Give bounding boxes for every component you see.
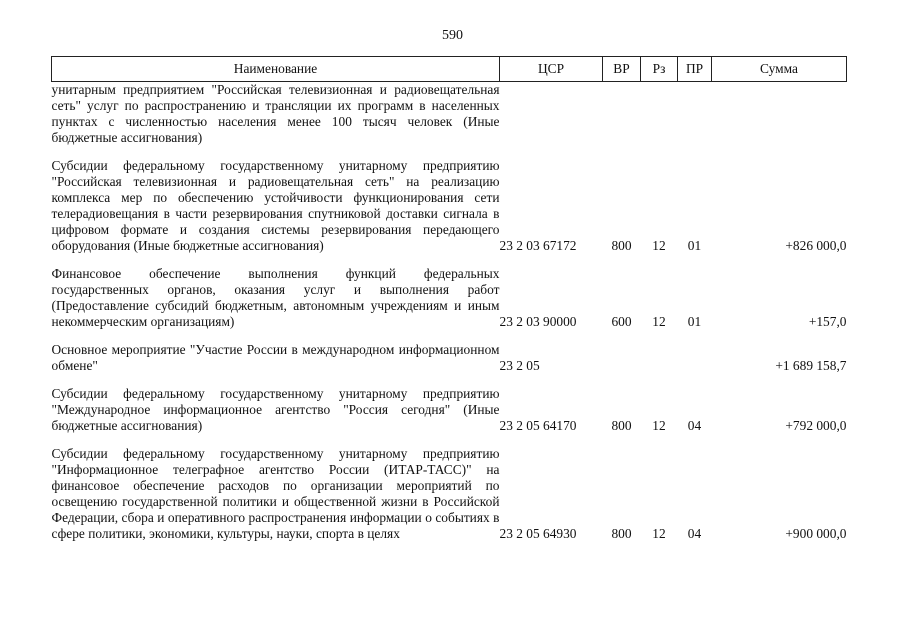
row-name: Субсидии федеральному государственному унитарному предприятию "Информационное телеграфное агентство России (ИТАР-ТАСС)" на финансовое обеспечение расходов по организации мероприятий по освещению государственной политики и общественной жизни в Российской Федерации, сбора и оперативного распространения информации о событиях в сфере политики, экономики, культуры, науки, спорта в целях [51, 446, 500, 541]
row-spacer [52, 374, 847, 386]
row-sum: +826 000,0 [785, 238, 847, 253]
row-name: унитарным предприятием "Российская телевизионная и радиовещательная сеть" услуг по распространению и трансляции их программ в населенных пунктах с численностью населения менее 100 тысяч человек (Иные бюджетные ассигнования) [51, 82, 500, 145]
table-row [52, 266, 847, 330]
table-header-row [52, 57, 847, 82]
row-rz [641, 82, 678, 147]
row-vr: 800 [611, 526, 632, 541]
header-rz: Рз [641, 57, 678, 82]
header-sum: Сумма [712, 57, 847, 82]
row-name: Финансовое обеспечение выполнения функций федеральных государственных органов, оказания услуг и выполнения работ (Предоставление субсидий бюджетным, автономным учреждениям и иным некоммерческим организациям) [51, 266, 500, 329]
row-name: Субсидии федеральному государственному унитарному предприятию "Российская телевизионная и радиовещательная сеть" на реализацию комплекса мер по обеспечению устойчивости функционирования сети телерадиовещания в части резервирования спутниковой доставки сигнала в цифровом формате и создания системы резервирования передающего оборудования (Иные бюджетные ассигнования) [51, 158, 500, 253]
row-vr [603, 82, 641, 147]
row-rz: 12 [652, 526, 666, 541]
row-spacer [52, 330, 847, 342]
row-pr [678, 342, 712, 374]
row-spacer [52, 254, 847, 266]
row-rz: 12 [652, 418, 666, 433]
table-row [52, 386, 847, 434]
row-sum: +900 000,0 [785, 526, 847, 541]
row-pr: 04 [687, 526, 702, 541]
row-sum: +792 000,0 [785, 418, 847, 433]
table-row [52, 342, 847, 374]
table-row [52, 446, 847, 542]
row-rz: 12 [652, 238, 666, 253]
header-name: Наименование [52, 57, 500, 82]
row-csr: 23 2 03 90000 [499, 314, 577, 329]
row-vr: 800 [611, 238, 632, 253]
row-csr: 23 2 05 64170 [499, 418, 577, 433]
page-number: 590 [442, 28, 463, 43]
row-rz: 12 [652, 314, 666, 329]
row-sum: +1 689 158,7 [775, 358, 847, 373]
table-row [52, 82, 847, 147]
row-csr: 23 2 05 64930 [499, 526, 577, 541]
row-pr [678, 82, 712, 147]
row-pr: 04 [687, 418, 702, 433]
row-csr: 23 2 05 [499, 358, 540, 373]
row-spacer [52, 146, 847, 158]
row-csr: 23 2 03 67172 [499, 238, 577, 253]
row-pr: 01 [687, 238, 702, 253]
row-csr [500, 82, 603, 147]
row-sum [712, 82, 847, 147]
header-csr: ЦСР [500, 57, 603, 82]
row-vr [603, 342, 641, 374]
header-vr: ВР [603, 57, 641, 82]
row-spacer [52, 434, 847, 446]
row-pr: 01 [687, 314, 702, 329]
row-rz [641, 342, 678, 374]
row-vr: 600 [611, 314, 632, 329]
header-pr: ПР [678, 57, 712, 82]
row-vr: 800 [611, 418, 632, 433]
budget-table [51, 56, 847, 542]
row-sum: +157,0 [808, 314, 847, 329]
table-row [52, 158, 847, 254]
row-name: Основное мероприятие "Участие России в международном информационном обмене" [51, 342, 500, 373]
row-name: Субсидии федеральному государственному унитарному предприятию "Международное информационное агентство "Россия сегодня" (Иные бюджетные ассигнования) [51, 386, 500, 433]
